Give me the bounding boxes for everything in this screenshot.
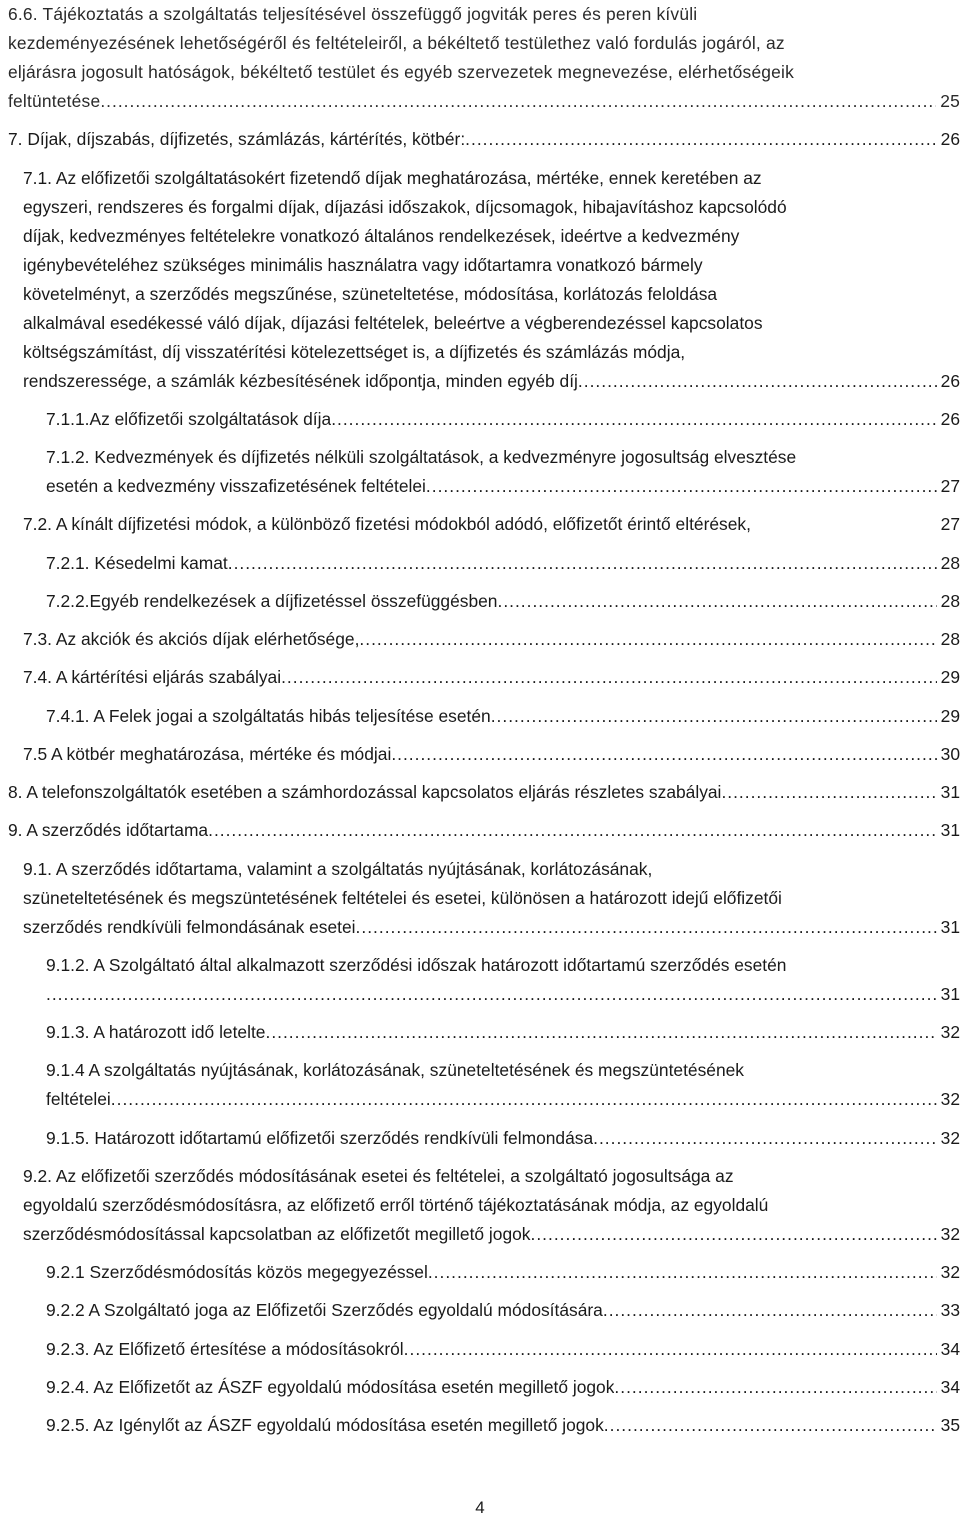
toc-entry-line: alkalmával esedékessé váló díjak, díjazási feltételek, beleértve a végberendezéssel kapcsolatos xyxy=(23,312,763,333)
toc-entry-title: 8. A telefonszolgáltatók esetében a számhordozással kapcsolatos eljárás részletes szabályai xyxy=(8,782,722,802)
toc-entry[interactable] xyxy=(8,816,960,845)
page-number: 4 xyxy=(475,1498,485,1517)
toc-entry-title: 9.1.5. Határozott időtartamú előfizetői szerződés rendkívüli felmondása xyxy=(46,1127,594,1148)
toc-page-number: 31 xyxy=(940,983,960,1004)
toc-entry[interactable] xyxy=(46,1124,960,1153)
toc-page-number: 32 xyxy=(940,1223,960,1244)
toc-entry-last-line xyxy=(23,625,960,654)
toc-entry-last-line xyxy=(46,587,960,616)
toc-dot-leader xyxy=(281,663,937,692)
toc-page-number: 34 xyxy=(940,1376,960,1397)
toc-page-number: 26 xyxy=(940,129,960,150)
toc-entry-last-line xyxy=(46,1335,960,1364)
toc-page-number: 28 xyxy=(940,629,960,649)
toc-page-number: 32 xyxy=(940,1127,960,1148)
toc-page-number: 31 xyxy=(940,782,960,802)
toc-dot-leader xyxy=(428,1258,937,1287)
toc-entry-title: 9.2.4. Az Előfizetőt az ÁSZF egyoldalú módosítása esetén megillető jogok xyxy=(46,1376,615,1397)
toc-dot-leader xyxy=(359,625,936,654)
toc-entry[interactable] xyxy=(8,778,960,807)
toc-page-number: 27 xyxy=(940,476,960,496)
toc-entry-title: 7. Díjak, díjszabás, díjfizetés, számlázás, kártérítés, kötbér: xyxy=(8,129,466,150)
toc-page-number: 30 xyxy=(940,743,960,764)
toc-entry-line: eljárásra jogosult hatóságok, békéltető testület és egyéb szervezetek megnevezése, elérhetőségeik xyxy=(8,62,795,82)
toc-page-number: 28 xyxy=(940,552,960,573)
toc-entry-title: 9.2.5. Az Igénylőt az ÁSZF egyoldalú módosítása esetén megillető jogok xyxy=(46,1415,604,1435)
toc-dot-leader xyxy=(208,816,937,845)
toc-page-number: 32 xyxy=(940,1022,960,1042)
toc-entry[interactable] xyxy=(8,0,960,116)
toc-entry-line: igénybevételéhez szükséges minimális használatra vagy időtartamra vonatkozó bármely xyxy=(23,254,703,275)
toc-entry-title: 7.2. A kínált díjfizetési módok, a különböző fizetési módokból adódó, előfizetőt érintő eltérések, xyxy=(23,514,751,535)
toc-dot-leader xyxy=(265,1018,936,1047)
toc-entry[interactable] xyxy=(23,663,960,692)
toc-page-number: 31 xyxy=(940,820,960,841)
toc-entry[interactable] xyxy=(46,549,960,578)
toc-entry-line: 7.1.2. Kedvezmények és díjfizetés nélküli szolgáltatások, a kedvezményre jogosultság elvesztése xyxy=(46,447,797,467)
toc-entry[interactable] xyxy=(46,1056,960,1114)
toc-page-number: 26 xyxy=(940,408,960,429)
toc-entry-last-line xyxy=(8,125,960,154)
toc-entry-last-line xyxy=(46,472,960,501)
toc-entry-last-line xyxy=(46,1124,960,1153)
toc-entry-title: 7.2.1. Késedelmi kamat xyxy=(46,552,228,573)
toc-entry-title: 9.2.3. Az Előfizető értesítése a módosításokról xyxy=(46,1338,404,1359)
toc-entry-last-line xyxy=(46,980,960,1009)
toc-dot-leader xyxy=(604,1411,937,1440)
toc-dot-leader xyxy=(356,913,937,942)
toc-page-number: 33 xyxy=(940,1300,960,1321)
toc-entry-title: 7.4.1. A Felek jogai a szolgáltatás hibás teljesítése esetén xyxy=(46,705,491,726)
toc-page-number: 29 xyxy=(940,705,960,726)
toc-entry[interactable] xyxy=(8,125,960,154)
toc-dot-leader xyxy=(331,405,936,434)
toc-entry-title: 7.4. A kártérítési eljárás szabályai xyxy=(23,667,282,688)
toc-dot-leader xyxy=(111,1085,937,1114)
toc-entry-last-line xyxy=(46,1085,960,1114)
toc-entry-line: egyoldalú szerződésmódosításra, az előfizető erről történő tájékoztatásának módja, az egyoldalú xyxy=(23,1194,769,1215)
toc-entry[interactable] xyxy=(46,702,960,731)
toc-entry-last-line xyxy=(46,1411,960,1440)
toc-entry-last-line xyxy=(8,816,960,845)
toc-entry-line: díjak, kedvezményes feltételekre vonatkozó általános rendelkezések, ideértve a kedvezmény xyxy=(23,225,740,246)
toc-page-number: 35 xyxy=(940,1415,960,1435)
toc-dot-leader xyxy=(721,778,936,807)
toc-entry[interactable] xyxy=(46,1335,960,1364)
toc-entry-line: költségszámítást, díj visszatérítési kötelezettséget is, a díjfizetés és számlázás módja, xyxy=(23,341,686,362)
toc-entry-title: 9.2.1 Szerződésmódosítás közös megegyezéssel xyxy=(46,1262,428,1282)
toc-entry-last-line xyxy=(8,87,960,116)
toc-dot-leader xyxy=(578,367,937,396)
toc-entry-title: szerződés rendkívüli felmondásának esetei xyxy=(23,916,356,937)
toc-entry-title: 7.1.1.Az előfizetői szolgáltatások díja xyxy=(46,408,332,429)
toc-dot-leader xyxy=(404,1335,937,1364)
toc-entry[interactable] xyxy=(46,587,960,616)
toc-entry-title: feltüntetése xyxy=(8,91,101,111)
toc-entry[interactable] xyxy=(23,164,960,396)
toc-entry-line: 6.6. Tájékoztatás a szolgáltatás teljesítésével összefüggő jogviták peres és peren kívüli xyxy=(8,4,698,24)
toc-entry-last-line xyxy=(46,702,960,731)
toc-entry-title: 7.3. Az akciók és akciós díjak elérhetősége, xyxy=(23,629,360,649)
toc-entry[interactable] xyxy=(23,855,960,942)
toc-entry-last-line xyxy=(46,1296,960,1325)
toc-dot-leader xyxy=(465,125,936,154)
toc-page-number: 28 xyxy=(940,590,960,611)
toc-entry-line: 9.1.4 A szolgáltatás nyújtásának, korlátozásának, szüneteltetésének és megszüntetésének xyxy=(46,1060,744,1081)
toc-entry-line: követelményt, a szerződés megszűnése, szüneteltetése, módosítása, korlátozás feloldása xyxy=(23,283,718,304)
toc-entry[interactable] xyxy=(46,405,960,434)
toc-entry[interactable] xyxy=(23,510,960,539)
toc-entry[interactable] xyxy=(46,1018,960,1047)
toc-page-number: 31 xyxy=(940,916,960,937)
toc-dot-leader xyxy=(46,980,937,1009)
toc-entry-last-line xyxy=(23,510,960,539)
toc-entry-last-line xyxy=(46,1258,960,1287)
toc-entry[interactable] xyxy=(46,443,960,501)
toc-entry-title: esetén a kedvezmény visszafizetésének feltételei xyxy=(46,476,426,496)
toc-dot-leader xyxy=(228,549,937,578)
toc-dot-leader xyxy=(603,1296,937,1325)
toc-page-number: 29 xyxy=(940,667,960,688)
toc-entry-last-line xyxy=(23,740,960,769)
toc-page-number: 26 xyxy=(940,370,960,391)
toc-dot-leader xyxy=(391,740,936,769)
toc-entry-title: 9. A szerződés időtartama xyxy=(8,820,209,841)
toc-page-number: 27 xyxy=(940,514,960,535)
toc-entry-last-line xyxy=(23,663,960,692)
toc-entry-last-line xyxy=(23,1220,960,1249)
toc-entry-last-line xyxy=(46,1018,960,1047)
toc-entry[interactable] xyxy=(23,1162,960,1249)
toc-entry-line: szüneteltetésének és megszüntetésének feltételei és esetei, különösen a határozott idejű előfizetői xyxy=(23,887,782,908)
toc-entry-title: 9.1.3. A határozott idő letelte xyxy=(46,1022,266,1042)
toc-entry-title: szerződésmódosítással kapcsolatban az előfizetőt megillető jogok xyxy=(23,1223,531,1244)
toc-entry-title: feltételei xyxy=(46,1089,111,1110)
toc-dot-leader xyxy=(614,1373,936,1402)
toc-entry[interactable] xyxy=(46,1296,960,1325)
toc-entry-last-line xyxy=(46,405,960,434)
toc-entry[interactable] xyxy=(46,1411,960,1440)
toc-entry[interactable] xyxy=(46,1373,960,1402)
toc-entry-title: 7.2.2.Egyéb rendelkezések a díjfizetéssel összefüggésben xyxy=(46,590,498,611)
toc-entry-last-line xyxy=(23,367,960,396)
toc-entry[interactable] xyxy=(46,951,960,1009)
toc-dot-leader xyxy=(491,702,937,731)
toc-entry-line: 9.2. Az előfizetői szerződés módosításának esetei és feltételei, a szolgáltató jogosultsága az xyxy=(23,1165,734,1186)
toc-entry-line: egyszeri, rendszeres és forgalmi díjak, díjazási időszakok, díjcsomagok, hibajavításhoz kapcsolódó xyxy=(23,196,787,217)
toc-entry-line: 9.1. A szerződés időtartama, valamint a szolgáltatás nyújtásának, korlátozásának, xyxy=(23,858,653,879)
toc-entry-last-line xyxy=(46,1373,960,1402)
toc-entry-line: 9.1.2. A Szolgáltató által alkalmazott szerződési időszak határozott időtartamú szerződés esetén xyxy=(46,954,787,975)
toc-entry-last-line xyxy=(8,778,960,807)
toc-dot-leader xyxy=(531,1220,937,1249)
toc-page-number: 32 xyxy=(940,1262,960,1282)
toc-entry[interactable] xyxy=(46,1258,960,1287)
toc-dot-leader xyxy=(497,587,936,616)
toc-page-number: 32 xyxy=(940,1089,960,1110)
toc-page-number: 25 xyxy=(940,91,960,111)
toc-entry-line: kezdeményezésének lehetőségéről és feltételeiről, a békéltető testülethez való fordulás jogáról, az xyxy=(8,33,785,53)
toc-entry-title: 9.2.2 A Szolgáltató joga az Előfizetői Szerződés egyoldalú módosítására xyxy=(46,1300,603,1321)
toc-dot-leader xyxy=(100,87,936,116)
toc-entry-line: 7.1. Az előfizetői szolgáltatásokért fizetendő díjak meghatározása, mértéke, ennek keretében az xyxy=(23,167,762,188)
toc-entry-last-line xyxy=(23,913,960,942)
toc-entry[interactable] xyxy=(23,740,960,769)
toc-entry-last-line xyxy=(46,549,960,578)
toc-entry[interactable] xyxy=(23,625,960,654)
toc-page-number: 34 xyxy=(940,1338,960,1359)
toc-dot-leader xyxy=(426,472,937,501)
toc-entry-title: 7.5 A kötbér meghatározása, mértéke és módjai xyxy=(23,743,392,764)
toc-entry-title: rendszeressége, a számlák kézbesítésének időpontja, minden egyéb díj xyxy=(23,370,578,391)
toc-dot-leader xyxy=(593,1124,937,1153)
